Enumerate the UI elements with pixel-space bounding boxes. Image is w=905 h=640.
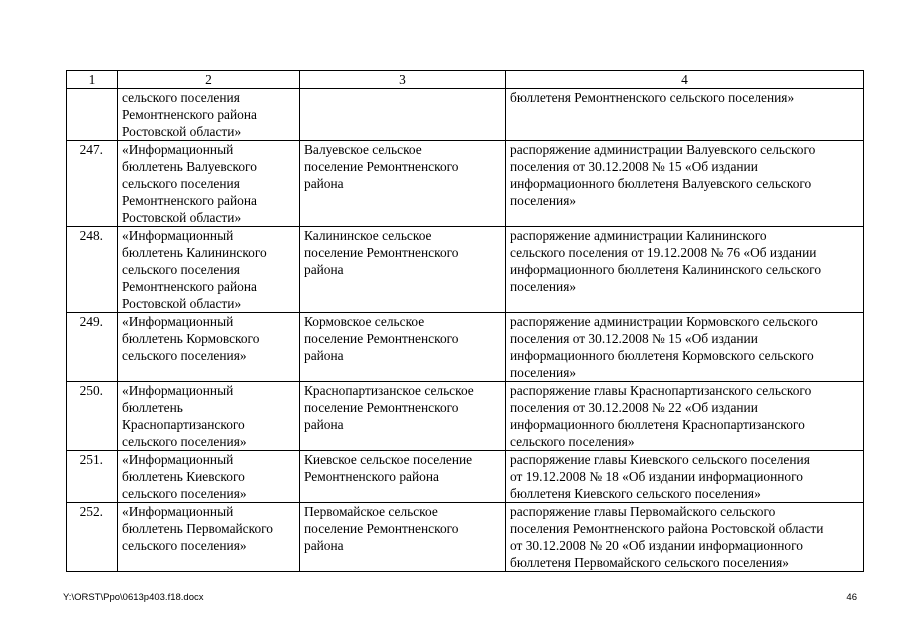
founding-document-cell: распоряжение главы Краснопартизанского сельского поселения от 30.12.2008 № 22 «Об издании информационного бюллетеня Краснопартизанского сельского поселения»: [506, 382, 864, 451]
settlement-cell: [300, 89, 506, 141]
settlement-cell: Валуевское сельское поселение Ремонтненского района: [300, 141, 506, 227]
registry-table: [66, 70, 864, 572]
row-number-cell: 249.: [67, 313, 118, 382]
bulletin-name-cell: сельского поселения Ремонтненского района Ростовской области»: [118, 89, 300, 141]
table-row: [67, 141, 864, 227]
row-number-cell: 248.: [67, 227, 118, 313]
settlement-cell: Киевское сельское поселение Ремонтненского района: [300, 451, 506, 503]
settlement-cell: Кормовское сельское поселение Ремонтненского района: [300, 313, 506, 382]
founding-document-cell: распоряжение главы Киевского сельского поселения от 19.12.2008 № 18 «Об издании информационного бюллетеня Киевского сельского поселения»: [506, 451, 864, 503]
settlement-cell: Первомайское сельское поселение Ремонтненского района: [300, 503, 506, 572]
bulletin-name-cell: «Информационный бюллетень Валуевского сельского поселения Ремонтненского района Ростовской области»: [118, 141, 300, 227]
founding-document-cell: распоряжение главы Первомайского сельского поселения Ремонтненского района Ростовской области от 30.12.2008 № 20 «Об издании информационного бюллетеня Первомайского сельского поселения»: [506, 503, 864, 572]
footer-page-number: 46: [846, 592, 857, 603]
table-row: [67, 503, 864, 572]
table-row: [67, 89, 864, 141]
footer-file-path: Y:\ORST\Ppo\0613p403.f18.docx: [63, 592, 204, 603]
founding-document-cell: бюллетеня Ремонтненского сельского поселения»: [506, 89, 864, 141]
table-row: [67, 451, 864, 503]
column-header-4: 4: [506, 71, 864, 89]
table-header-row: [67, 71, 864, 89]
row-number-cell: [67, 89, 118, 141]
column-header-1: 1: [67, 71, 118, 89]
bulletin-name-cell: «Информационный бюллетень Первомайского сельского поселения»: [118, 503, 300, 572]
row-number-cell: 251.: [67, 451, 118, 503]
bulletin-name-cell: «Информационный бюллетень Киевского сельского поселения»: [118, 451, 300, 503]
founding-document-cell: распоряжение администрации Валуевского сельского поселения от 30.12.2008 № 15 «Об издании информационного бюллетеня Валуевского сельского поселения»: [506, 141, 864, 227]
settlement-cell: Калининское сельское поселение Ремонтненского района: [300, 227, 506, 313]
row-number-cell: 247.: [67, 141, 118, 227]
table-row: [67, 313, 864, 382]
row-number-cell: 250.: [67, 382, 118, 451]
founding-document-cell: распоряжение администрации Калининского сельского поселения от 19.12.2008 № 76 «Об издании информационного бюллетеня Калининского сельского поселения»: [506, 227, 864, 313]
table-row: [67, 382, 864, 451]
table-header: [67, 71, 864, 89]
settlement-cell: Краснопартизанское сельское поселение Ремонтненского района: [300, 382, 506, 451]
bulletin-name-cell: «Информационный бюллетень Краснопартизанского сельского поселения»: [118, 382, 300, 451]
column-header-2: 2: [118, 71, 300, 89]
column-header-3: 3: [300, 71, 506, 89]
table-body: [67, 89, 864, 572]
row-number-cell: 252.: [67, 503, 118, 572]
founding-document-cell: распоряжение администрации Кормовского сельского поселения от 30.12.2008 № 15 «Об издании информационного бюллетеня Кормовского сельского поселения»: [506, 313, 864, 382]
bulletin-name-cell: «Информационный бюллетень Калининского сельского поселения Ремонтненского района Ростовской области»: [118, 227, 300, 313]
bulletin-name-cell: «Информационный бюллетень Кормовского сельского поселения»: [118, 313, 300, 382]
table-row: [67, 227, 864, 313]
